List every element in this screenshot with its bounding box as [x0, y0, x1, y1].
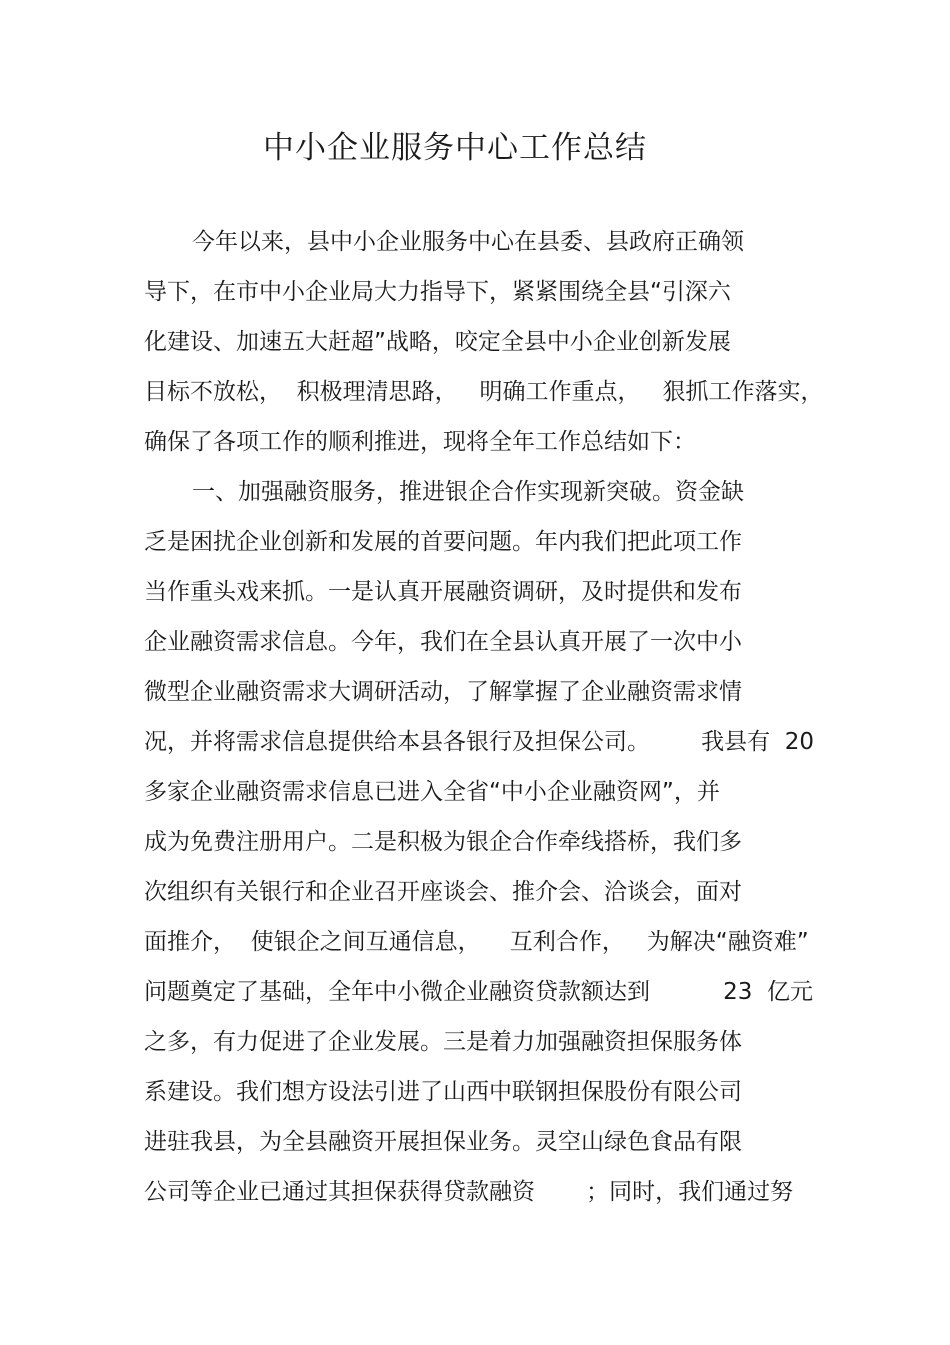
text-line: 多家企业融资需求信息已进入全省“中小企业融资网”，并 — [144, 779, 720, 805]
text-line: 今年以来，县中小企业服务中心在县委、县政府正确领 — [192, 229, 744, 255]
text-line: 企业融资需求信息。今年，我们在全县认真开展了一次中小 — [144, 629, 742, 655]
text-line: 之多，有力促进了企业发展。三是着力加强融资担保服务体 — [144, 1029, 742, 1055]
text-line: 况，并将需求信息提供给本县各银行及担保公司。 我县有 20 — [144, 729, 815, 755]
text-line: 化建设、加速五大赶超”战略，咬定全县中小企业创新发展 — [144, 329, 731, 355]
text-line: 当作重头戏来抓。一是认真开展融资调研，及时提供和发布 — [144, 579, 742, 605]
text-line: 公司等企业已通过其担保获得贷款融资 ；同时，我们通过努 — [144, 1179, 794, 1205]
text-line: 导下，在市中小企业局大力指导下，紧紧围绕全县“引深六 — [144, 279, 731, 305]
text-line: 确保了各项工作的顺利推进，现将全年工作总结如下： — [144, 429, 696, 455]
text-line: 次组织有关银行和企业召开座谈会、推介会、洽谈会，面对 — [144, 879, 742, 905]
text-line: 目标不放松， 积极理清思路， 明确工作重点， 狠抓工作落实， — [144, 379, 824, 405]
text-line: 进驻我县，为全县融资开展担保业务。灵空山绿色食品有限 — [144, 1129, 742, 1155]
text-line: 系建设。我们想方设法引进了山西中联钢担保股份有限公司 — [144, 1079, 742, 1105]
text-line: 乏是困扰企业创新和发展的首要问题。年内我们把此项工作 — [144, 529, 742, 555]
text-line: 问题奠定了基础，全年中小微企业融资贷款额达到 23 亿元 — [144, 979, 813, 1005]
text-line: 一、加强融资服务，推进银企合作实现新突破。资金缺 — [192, 479, 744, 505]
text-line: 成为免费注册用户。二是积极为银企合作牵线搭桥，我们多 — [144, 829, 742, 855]
text-line: 面推介， 使银企之间互通信息， 互利合作， 为解决“融资难” — [144, 929, 809, 955]
text-line: 微型企业融资需求大调研活动，了解掌握了企业融资需求情 — [144, 679, 742, 705]
document-title: 中小企业服务中心工作总结 — [263, 130, 647, 166]
